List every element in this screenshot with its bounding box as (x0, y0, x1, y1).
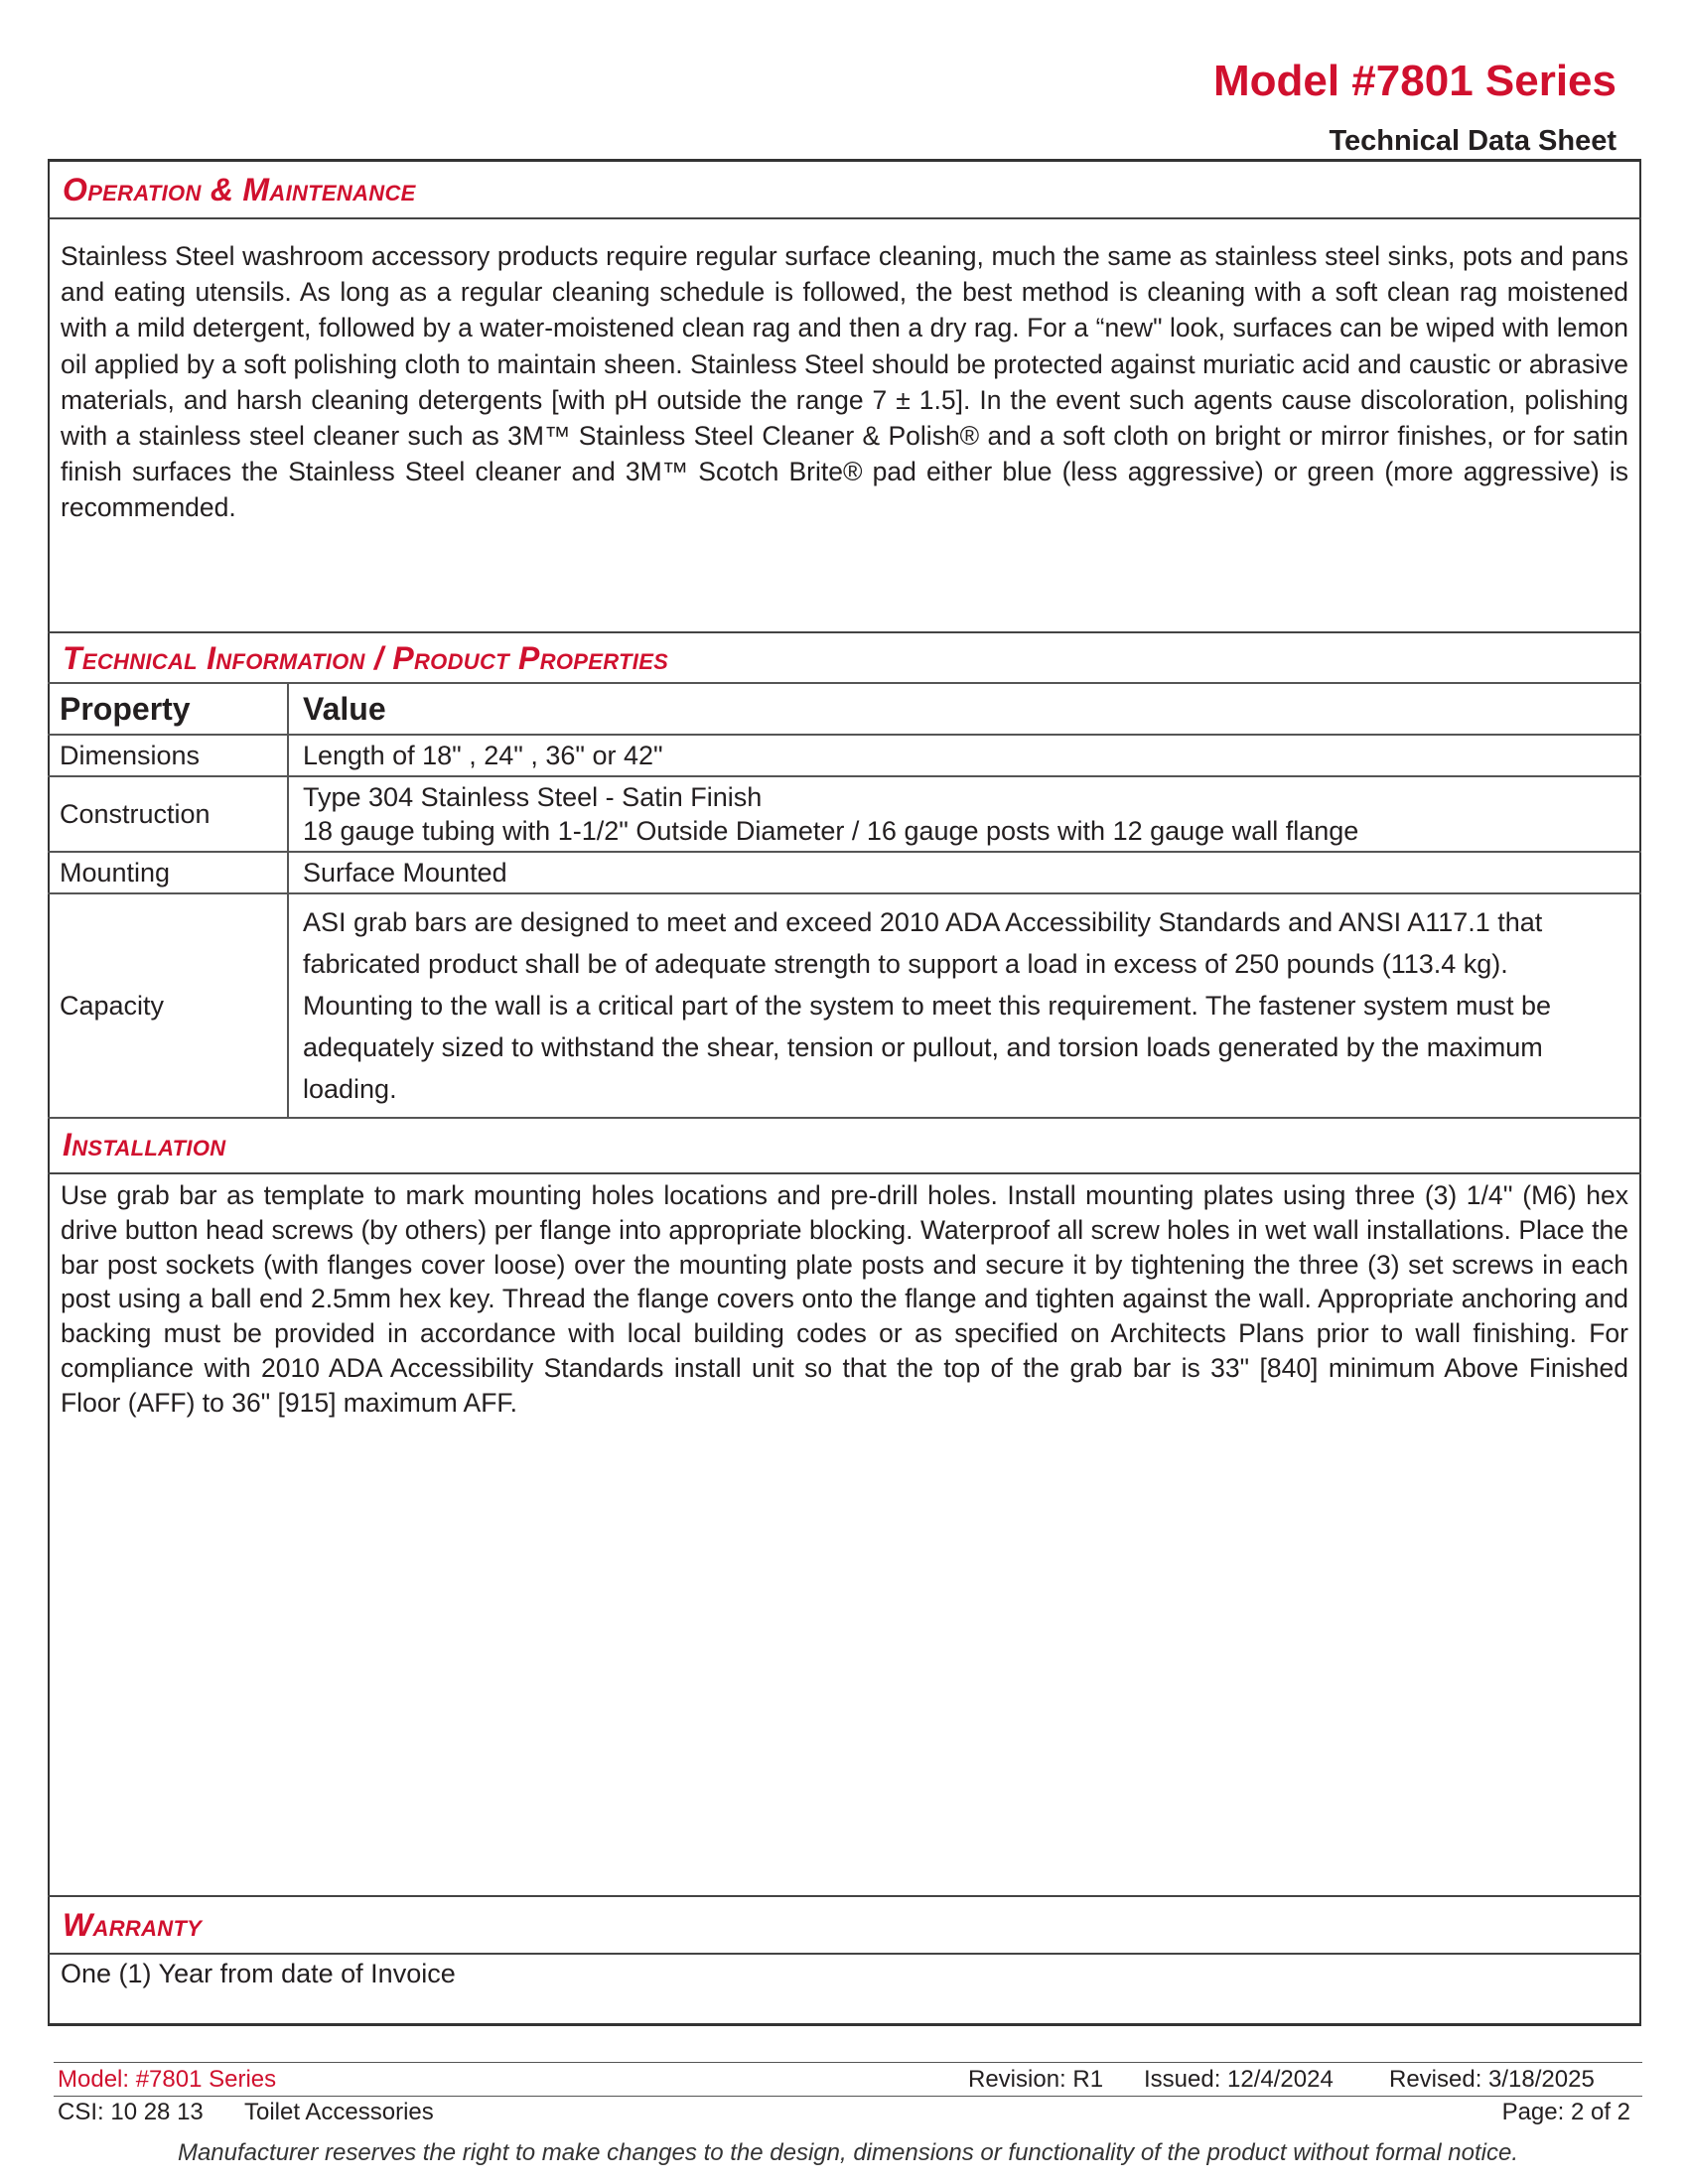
table-row (48, 852, 1641, 893)
installation-heading: Installation (63, 1126, 226, 1162)
table-header-row (48, 683, 1641, 735)
footer-rule (54, 2062, 1642, 2063)
footer-csi: CSI: 10 28 13 (58, 2099, 204, 2125)
divider (48, 1953, 1641, 1955)
footer-revised: Revised: 3/18/2025 (1389, 2066, 1595, 2093)
warranty-text: One (1) Year from date of Invoice (61, 1959, 456, 1988)
table-row (48, 735, 1641, 776)
product-properties-table (48, 682, 1641, 1119)
property-cell: Dimensions (48, 735, 288, 776)
footer-category: Toilet Accessories (244, 2099, 434, 2125)
footer-page-number: Page: 2 of 2 (1501, 2099, 1630, 2125)
footer-rule (54, 2096, 1642, 2097)
value-cell: Length of 18" , 24" , 36" or 42" (288, 735, 1641, 776)
divider (48, 1172, 1641, 1174)
property-cell: Capacity (48, 893, 288, 1118)
installation-text: Use grab bar as template to mark mounting holes locations and pre-drill holes. Install mounting plates using three (3) 1/4'' (M6) hex drive button head screws (by others) per flange into appropriate blocking. Waterproof all screw holes in wet wall installations. Place the bar post sockets (with flanges cover loose) over the mounting plate posts and secure it by tightening the three (3) set screws in each post using a ball end 2.5mm hex key. Thread the flange covers onto the flange and tighten against the wall. Appropriate anchoring and backing must be provided in accordance with local building codes or as specified on Architects Plans prior to wall finishing. For compliance with 2010 ADA Accessibility Standards install unit so that the top of the grab bar is 33" [840] minimum Above Finished Floor (AFF) to 36" [915] maximum AFF. (61, 1180, 1628, 1418)
operation-maintenance-text: Stainless Steel washroom accessory products require regular surface cleaning, much the same as stainless steel sinks, pots and pans and eating utensils. As long as a regular cleaning schedule is followed, the best method is cleaning with a soft clean rag moistened with a mild detergent, followed by a water-moistened clean rag and then a dry rag. For a “new" look, surfaces can be wiped with lemon oil applied by a soft polishing cloth to maintain sheen. Stainless Steel should be protected against muriatic acid and caustic or abrasive materials, and harsh cleaning detergents [with pH outside the range 7 ± 1.5]. In the event such agents cause discoloration, polishing with a stainless steel cleaner such as 3M™ Stainless Steel Cleaner & Polish® and a soft cloth on bright or mirror finishes, or for satin finish surfaces the Stainless Steel cleaner and 3M™ Scotch Brite® pad either blue (less aggressive) or green (more aggressive) is recommended. (61, 241, 1628, 523)
warranty-heading: Warranty (63, 1906, 203, 1943)
value-line: 18 gauge tubing with 1-1/2" Outside Diameter / 16 gauge posts with 12 gauge wall flange (303, 816, 1359, 846)
technical-information-heading: Technical Information / Product Properties (63, 639, 669, 676)
footer-disclaimer: Manufacturer reserves the right to make changes to the design, dimensions or functionality of the product without formal notice. (177, 2139, 1519, 2166)
footer-model: Model: #7801 Series (58, 2066, 277, 2093)
footer-issued: Issued: 12/4/2024 (1144, 2066, 1334, 2093)
page-title: Model #7801 Series (1212, 57, 1617, 105)
value-cell: Surface Mounted (288, 852, 1641, 893)
column-header-property: Property (48, 683, 288, 735)
value-line: Type 304 Stainless Steel - Satin Finish (303, 782, 763, 812)
value-cell (288, 776, 1641, 852)
property-cell: Construction (48, 776, 288, 852)
document-subtitle: Technical Data Sheet (1329, 125, 1617, 157)
operation-maintenance-heading: Operation & Maintenance (63, 171, 416, 207)
value-cell: ASI grab bars are designed to meet and exceed 2010 ADA Accessibility Standards and ANSI A117.1 that fabricated product shall be of adequate strength to support a load in excess of 250 pounds (113.4 kg). Mounting to the wall is a critical part of the system to meet this requirement. The fastener system must be adequately sized to withstand the shear, tension or pullout, and torsion loads generated by the maximum loading. (288, 893, 1641, 1118)
divider (48, 217, 1641, 219)
table-row (48, 893, 1641, 1118)
footer-revision: Revision: R1 (968, 2066, 1104, 2093)
table-row (48, 776, 1641, 852)
property-cell: Mounting (48, 852, 288, 893)
column-header-value: Value (288, 683, 1641, 735)
